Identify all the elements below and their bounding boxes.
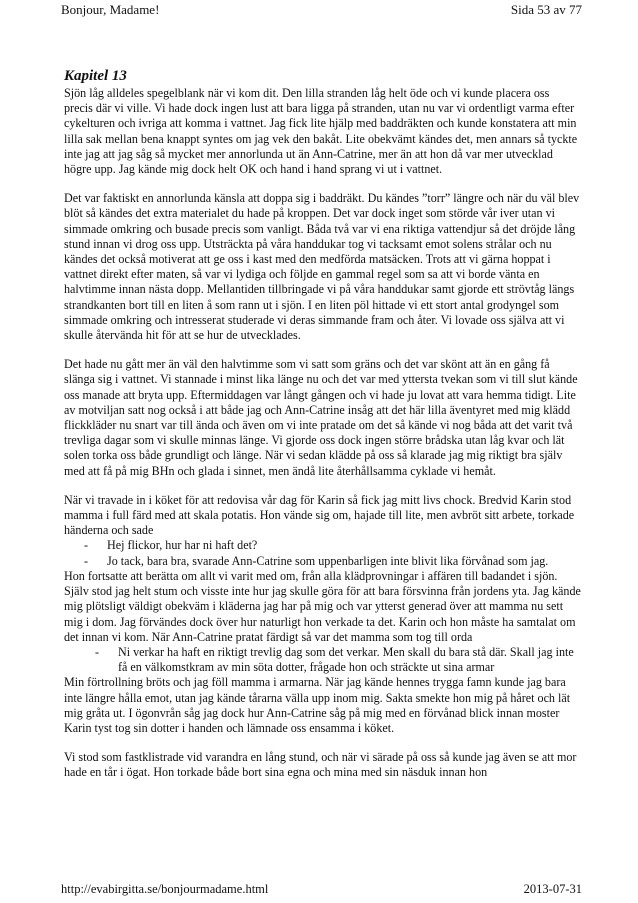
footer-date: 2013-07-31 [523,882,582,896]
dialogue-line [95,645,581,675]
paragraph-3: Det hade nu gått mer än väl den halvtimme som vi satt som gräns och det var skönt att än en gång få slänga sig i vattnet. Vi stannade i minst lika länge nu och det var med yttersta tvekan som vi till slut kände oss manade att bryta upp. Eftermiddagen var långt gången och vi hade ju lovat att vara hemma tidigt. Lite av motviljan satt nog också i att både jag och Ann-Catrine insåg att det här lilla äventyret med mig klädd flickkläder nu snart var till ända och även om vi inte pratade om det så kände vi nog båda att det varit två trevliga dagar som vi skulle minnas länge. Vi gjorde oss dock ingen större brådska utan låg kvar och lät solen torka oss både grundligt och länge. När vi sedan klädde på oss så klarade jag mig riktigt bra själv med att få på mig BHn och glada i sinnet, men ändå lite återhållsamma cyklade vi hemåt. [64,357,578,478]
paragraph-2: Det var faktiskt en annorlunda känsla att doppa sig i baddräkt. Du kändes ”torr” längre och när du väl blev blöt så kändes det extra materialet du hade på kroppen. Det var dock inget som störde vår iver utan vi simmade omkring och busade precis som vanligt. Båda två var vi ena riktiga vattendjur så det dröjde lång stund innan vi drog oss upp. Utsträckta på våra handdukar tog vi tacksamt emot solens strålar och nu kändes det också motiverat att ge oss i kast med den medförda matsäcken. Trots att vi gärna hoppat i vattnet direkt efter maten, så var vi lydiga och följde en gammal regel som sa att vi borde vänta en halvtimme innan nästa dopp. Mellantiden tillbringade vi på våra handdukar samt gjorde ett strövtåg längs strandkanten bort till en liten å som rann ut i sjön. I en liten pöl hittade vi ett stort antal grodyngel som simmade omkring och intresserat studerade vi deras simmande fram och åter. Vi lovade oss själva att vi skulle återvända hit för att se hur de utvecklades. [64,191,580,343]
dialogue-line [84,554,581,569]
chapter-heading: Kapitel 13 [64,68,127,84]
paragraph-7: Vi stod som fastklistrade vid varandra en lång stund, och när vi särade på oss så kunde jag även se att mor hade en tår i ögat. Hon torkade både bort sina egna och mina med sin näsduk innan hon [64,750,577,780]
dialogue-line [84,538,581,553]
dialogue-text: Jo tack, bara bra, svarade Ann-Catrine som uppenbarligen inte blivit lika förvånad som jag. [107,553,549,568]
dialogue-dash: - [84,538,89,553]
dialogue-dash: - [95,644,100,659]
dialogue-dash: - [84,553,89,568]
paragraph-6: Min förtrollning bröts och jag föll mamma i armarna. När jag kände hennes trygga famn kunde jag bara inte längre hålla emot, utan jag kände tårarna välla upp inom mig. Sakta smekte hon mig på håret och lät mig gråta ut. I ögonvrån såg jag dock hur Ann-Catrine såg på mig med en förvånad blick innan moster Karin tyst tog sin dotter i handen och lämnade oss ensamma i köket. [64,675,571,735]
paragraph-5: Hon fortsatte att berätta om allt vi varit med om, från alla klädprovningar i affären till badandet i sjön. Själv stod jag helt stum och visste inte hur jag skulle göra för att bara försvinna från jordens yta. Jag kände mig plötsligt väldigt obekväm i kläderna jag har på mig och var ytterst generad över att mamma nu sett mig i dom. Jag förvändes dock över hur naturligt hon verkade ta det. Karin och hon måste ha samtalat om det innan vi kom. När Ann-Catrine pratat färdigt så var det mamma som tog till orda [64,568,581,644]
paragraph-1: Sjön låg alldeles spegelblank när vi kom dit. Den lilla stranden låg helt öde och vi kunde placera oss precis där vi ville. Vi hade dock ingen lust att bara ligga på stranden, utan nu var vi ordentligt varma efter cykelturen och ivriga att komma i vattnet. Jag fick lite hjälp med baddräkten och kunde konstatera att min lilla sak mellan bena knappt syntes om jag vek den bakåt. Lite obekvämt kändes det, men annars så tyckte inte jag att jag såg så mycket mer annorlunda ut än Ann-Catrine, mer än att hon då var mer utvecklad högre upp. Jag kände mig dock helt OK och hand i hand sprang vi ut i vattnet. [64,86,578,177]
footer-url: http://evabirgitta.se/bonjourmadame.html [61,882,269,896]
page-number: Sida 53 av 77 [510,2,582,17]
dialogue-text: Ni verkar ha haft en riktigt trevlig dag som det verkar. Men skall du bara stå där. Skall jag inte få en välkomstkram av min söta dotter, frågade hon och sträckte ut sina armar [118,644,574,675]
document-body [64,68,581,795]
paragraph-4: När vi travade in i köket för att redovisa vår dag för Karin så fick jag mitt livs chock. Bredvid Karin stod mamma i full färd med att skala potatis. Hon vände sig om, hajade till lite, men avbröt sitt arbete, torkade händerna och sade [64,492,575,538]
header-title: Bonjour, Madame! [61,2,160,17]
dialogue-text: Hej flickor, hur har ni haft det? [107,538,258,553]
